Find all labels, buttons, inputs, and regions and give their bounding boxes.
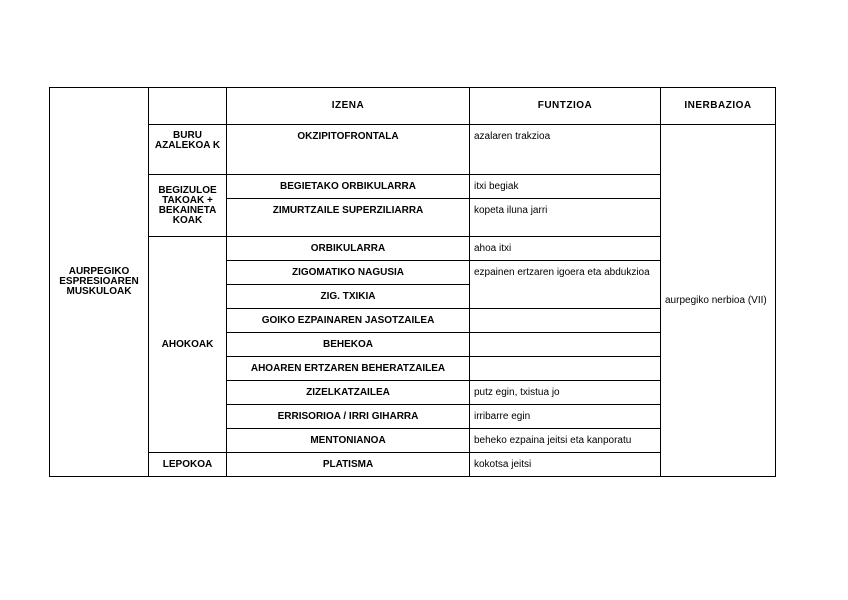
header-name: IZENA (227, 88, 470, 125)
nerve-cell (661, 125, 776, 477)
muscle-table (49, 87, 776, 477)
muscle-name: MENTONIANOA (227, 429, 470, 453)
muscle-function: itxi begiak (470, 175, 661, 199)
muscle-name: ERRISORIOA / IRRI GIHARRA (227, 405, 470, 429)
nerve-label: aurpegiko nerbioa (VII) (665, 294, 767, 306)
muscle-function: ezpainen ertzaren igoera eta abdukzioa (470, 261, 661, 309)
muscle-name: ZIG. TXIKIA (227, 285, 470, 309)
header-nerve: INERBAZIOA (661, 88, 776, 125)
muscle-name: BEHEKOA (227, 333, 470, 357)
muscle-function: beheko ezpaina jeitsi eta kanporatu (470, 429, 661, 453)
muscle-name: BEGIETAKO ORBIKULARRA (227, 175, 470, 199)
top-group-label: AURPEGIKO ESPRESIOAREN MUSKULOAK (59, 266, 139, 297)
category-begi: BEGIZULOE TAKOAK + BEKAINETA KOAK (149, 175, 227, 237)
muscle-name: ZIZELKATZAILEA (227, 381, 470, 405)
muscle-name: PLATISMA (227, 453, 470, 477)
muscle-name: ZIMURTZAILE SUPERZILIARRA (227, 199, 470, 237)
header-function: FUNTZIOA (470, 88, 661, 125)
muscle-name: AHOAREN ERTZAREN BEHERATZAILEA (227, 357, 470, 381)
muscle-function (470, 357, 661, 381)
muscle-function (470, 309, 661, 333)
header-empty-cell (149, 88, 227, 125)
muscle-name: ORBIKULARRA (227, 237, 470, 261)
category-lepo: LEPOKOA (149, 453, 227, 477)
muscle-name: GOIKO EZPAINAREN JASOTZAILEA (227, 309, 470, 333)
muscle-function: putz egin, txistua jo (470, 381, 661, 405)
category-aho: AHOKOAK (149, 237, 227, 453)
muscle-name: ZIGOMATIKO NAGUSIA (227, 261, 470, 285)
muscle-function (470, 333, 661, 357)
table-row (50, 125, 776, 175)
muscle-function: kopeta iluna jarri (470, 199, 661, 237)
top-group-cell (50, 88, 149, 477)
category-buru: BURU AZALEKOA K (149, 125, 227, 175)
muscle-function: kokotsa jeitsi (470, 453, 661, 477)
muscle-function: ahoa itxi (470, 237, 661, 261)
muscle-name: OKZIPITOFRONTALA (227, 125, 470, 175)
muscle-function: azalaren trakzioa (470, 125, 661, 175)
muscle-function: irribarre egin (470, 405, 661, 429)
header-row (50, 88, 776, 125)
